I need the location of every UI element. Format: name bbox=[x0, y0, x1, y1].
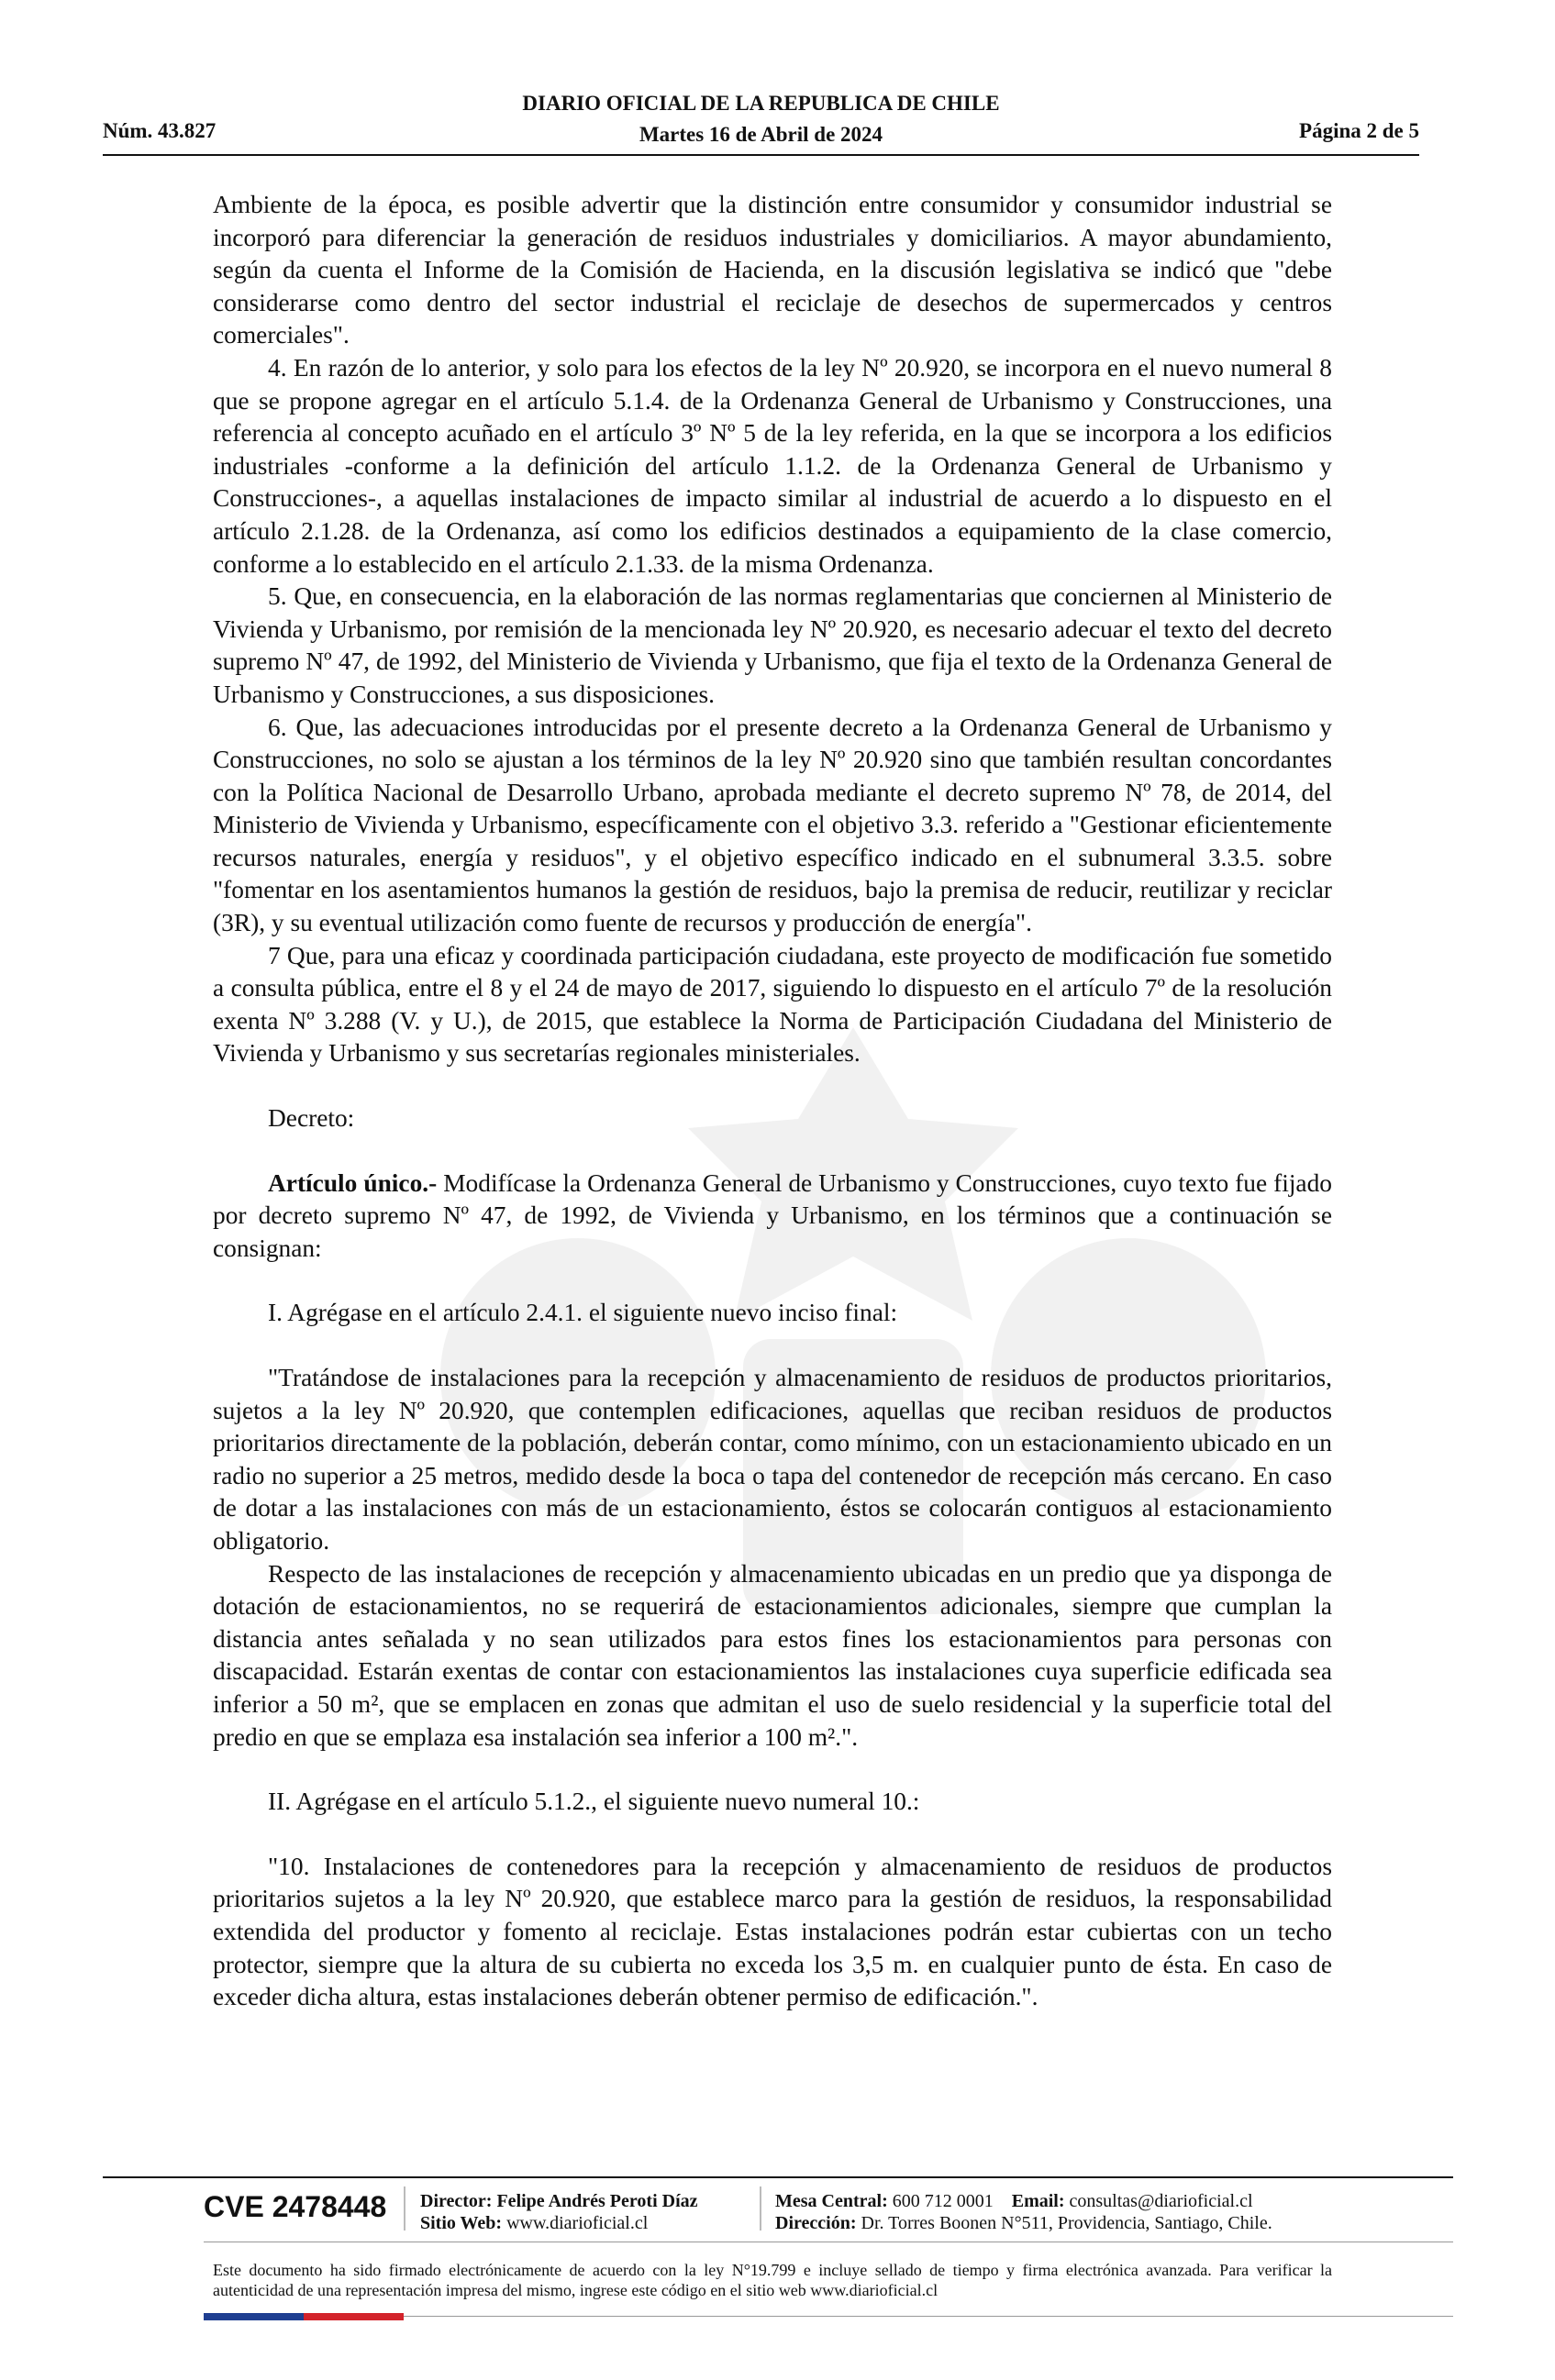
articulo-unico bbox=[213, 1168, 1332, 1266]
decreto-heading: Decreto: bbox=[268, 1104, 355, 1133]
website-link[interactable]: www.diarioficial.cl bbox=[506, 2213, 649, 2233]
footer-divider bbox=[404, 2186, 405, 2231]
paragraph-5: 5. Que, en consecuencia, en la elaboración de las normas reglamentarias que conciernen al Ministerio de Vivienda y Urbanismo, por remisión de la mencionada ley Nº 20.920, es necesario adecuar el texto del decreto supremo Nº 47, de 1992, del Ministerio de Vivienda y Urbanismo, que fija el texto de la Ordenanza General de Urbanismo y Construcciones, a sus disposiciones. bbox=[213, 582, 1332, 708]
item-1: I. Agrégase en el artículo 2.4.1. el siguiente nuevo inciso final: bbox=[268, 1299, 898, 1327]
paragraph-7: 7 Que, para una eficaz y coordinada participación ciudadana, este proyecto de modificación fue sometido a consulta pública, entre el 8 y el 24 de mayo de 2017, siguiendo lo dispuesto en el artículo 7º de la resolución exenta Nº 3.288 (V. y U.), de 2015, que establece la Norma de Participación Ciudadana del Ministerio de Vivienda y Urbanismo y sus secretarías regionales ministeriales. bbox=[213, 941, 1332, 1068]
item-2: II. Agrégase en el artículo 5.1.2., el siguiente nuevo numeral 10.: bbox=[268, 1788, 920, 1816]
paragraph-4: 4. En razón de lo anterior, y solo para los efectos de la ley Nº 20.920, se incorpora en el nuevo numeral 8 que se propone agregar en el artículo 5.1.4. de la Ordenanza General de Urbanismo y Construcciones, una referencia al concepto acuñado en el artículo 3º Nº 5 de la ley referida, en la que se incorpora a los edificios industriales -conforme a la definición del artículo 1.1.2. de la Ordenanza General de Urbanismo y Construcciones-, a aquellas instalaciones de impacto similar al industrial de acuerdo a lo dispuesto en el artículo 2.1.28. de la Ordenanza, así como los edificios destinados a equipamiento de la clase comercio, conforme a lo establecido en el artículo 2.1.33. de la misma Ordenanza. bbox=[213, 353, 1332, 578]
document-body bbox=[213, 189, 1332, 2014]
email-link[interactable]: consultas@diarioficial.cl bbox=[1069, 2191, 1253, 2211]
bottom-rule bbox=[404, 2316, 1453, 2317]
director-name: Felipe Andrés Peroti Díaz bbox=[496, 2191, 698, 2211]
journal-title: DIARIO OFICIAL DE LA REPUBLICA DE CHILE bbox=[522, 92, 1000, 115]
director-label: Director: bbox=[420, 2191, 493, 2211]
footer-rule bbox=[103, 2176, 1453, 2178]
email-label: Email: bbox=[1011, 2191, 1065, 2211]
website-label: Sitio Web: bbox=[420, 2213, 503, 2233]
header-center bbox=[103, 88, 1419, 150]
articulo-label: Artículo único.- bbox=[268, 1168, 438, 1197]
cve-code: CVE 2478448 bbox=[204, 2190, 387, 2223]
address-label: Dirección: bbox=[775, 2213, 857, 2233]
quote-1: "Tratándose de instalaciones para la recepción y almacenamiento de residuos de productos prioritarios, sujetos a la ley Nº 20.920, que contemplen edificaciones, aquellas que reciban residuos de productos prioritarios directamente de la población, deberán contar, como mínimo, con un estacionamiento ubicado en un radio no superior a 25 metros, medido desde la boca o tapa del contenedor de recepción más cercano. En caso de dotar a las instalaciones con más de un estacionamiento, éstos se colocarán contiguos al estacionamiento obligatorio. bbox=[213, 1364, 1332, 1555]
page-number: Página 2 de 5 bbox=[1299, 119, 1419, 142]
mesa-label: Mesa Central: bbox=[775, 2191, 888, 2211]
footer-contact-block bbox=[775, 2190, 1272, 2234]
page-header bbox=[103, 88, 1419, 154]
header-rule bbox=[103, 154, 1419, 156]
issue-number: Núm. 43.827 bbox=[103, 119, 217, 142]
issue-date: Martes 16 de Abril de 2024 bbox=[639, 123, 883, 146]
articulo-text: Modifícase la Ordenanza General de Urbanismo y Construcciones, cuyo texto fue fijado por decreto supremo Nº 47, de 1992, de Vivienda y Urbanismo, en los términos que a continuación se consignan: bbox=[213, 1168, 1332, 1262]
legal-notice: Este documento ha sido firmado electrónicamente de acuerdo con la ley N°19.799 e incluye sellado de tiempo y firma electrónica avanzada. Para verificar la autenticidad de una representación impresa del mismo, ingrese este código en el sitio web www.diarioficial.cl bbox=[213, 2261, 1332, 2299]
paragraph-continued: Ambiente de la época, es posible advertir que la distinción entre consumidor y consumidor industrial se incorporó para diferenciar la generación de residuos industriales y domiciliarios. A mayor abundamiento, según da cuenta el Informe de la Comisión de Hacienda, en la discusión legislativa se indicó que "debe considerarse como dentro del sector industrial el reciclaje de desechos de supermercados y centros comerciales". bbox=[213, 191, 1332, 349]
flag-stripe bbox=[204, 2313, 404, 2320]
quote-2: "10. Instalaciones de contenedores para la recepción y almacenamiento de residuos de productos prioritarios sujetos a la ley Nº 20.920, que establece marco para la gestión de residuos, la responsabilidad extendida del productor y fomento al reciclaje. Estas instalaciones podrán estar cubiertas con un techo protector, siempre que la altura de su cubierta no exceda los 3,5 m. en cualquier punto de ésta. En caso de exceder dicha altura, estas instalaciones deberán obtener permiso de edificación.". bbox=[213, 1852, 1332, 2011]
paragraph-6: 6. Que, las adecuaciones introducidas por el presente decreto a la Ordenanza General de Urbanismo y Construcciones, no solo se ajustan a los términos de la ley Nº 20.920 sino que también resultan concordantes con la Política Nacional de Desarrollo Urbano, aprobada mediante el decreto supremo Nº 78, de 2014, del Ministerio de Vivienda y Urbanismo, específicamente con el objetivo 3.3. referido a "Gestionar eficientemente recursos naturales, energía y residuos", y el objetivo específico indicado en el subnumeral 3.3.5. sobre "fomentar en los asentamientos humanos la gestión de residuos, bajo la premisa de reducir, reutilizar y reciclar (3R), y su eventual utilización como fuente de recursos y producción de energía". bbox=[213, 713, 1332, 937]
footer-director-block bbox=[420, 2190, 698, 2234]
address-value: Dr. Torres Boonen N°511, Providencia, Santiago, Chile. bbox=[861, 2213, 1272, 2233]
quote-1b: Respecto de las instalaciones de recepción y almacenamiento ubicadas en un predio que ya disponga de dotación de estacionamientos, no se requerirá de estacionamientos adicionales, siempre que cumplan la distancia antes señalada y no sean utilizados para estos fines los estacionamientos para personas con discapacidad. Estarán exentas de contar con estacionamientos las instalaciones cuya superficie edificada sea inferior a 50 m², que se emplacen en zonas que admitan el uso de suelo residencial y la superficie total del predio en que se emplaza esa instalación sea inferior a 100 m².". bbox=[213, 1559, 1332, 1751]
mesa-phone: 600 712 0001 bbox=[892, 2191, 994, 2211]
footer-divider bbox=[760, 2186, 761, 2231]
